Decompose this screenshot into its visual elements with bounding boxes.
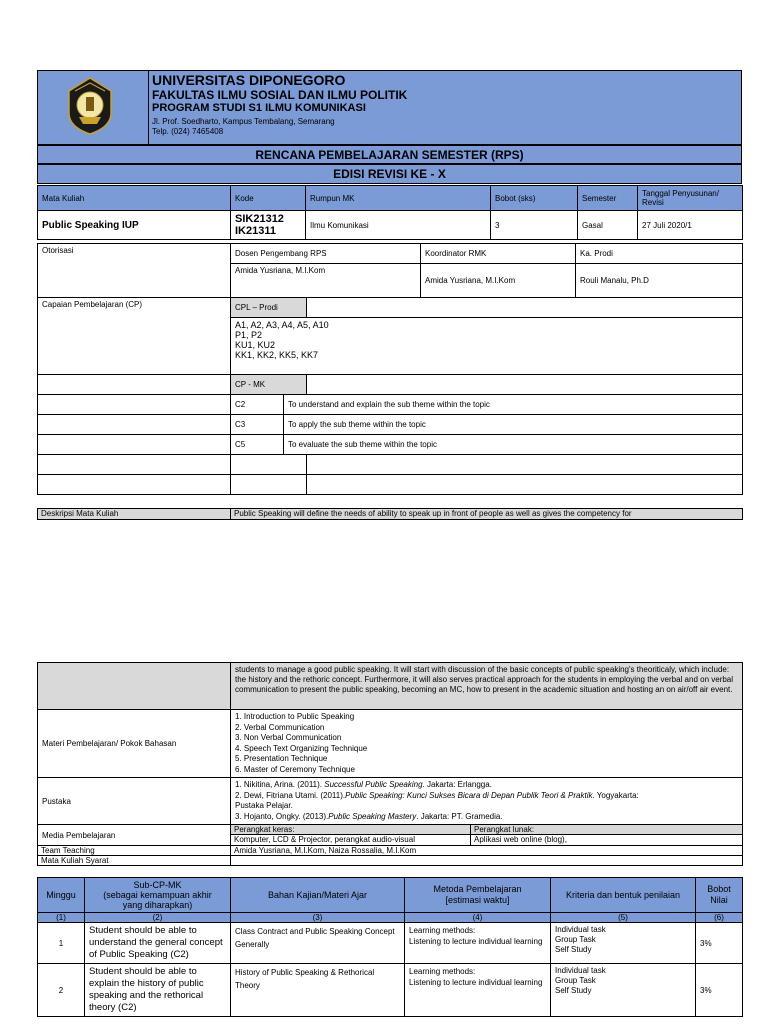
cpl-blank [307, 298, 743, 318]
col-number: (3) [231, 913, 405, 923]
header-bahan: Bahan Kajian/Materi Ajar [231, 878, 405, 913]
materi-label: Materi Pembelajaran/ Pokok Bahasan [38, 710, 231, 778]
kriteria [551, 923, 696, 964]
bobot-nilai: 3% [696, 964, 743, 1017]
cpl-prodi-label: CPL – Prodi [231, 298, 307, 318]
metoda-line: Learning methods: [409, 926, 476, 935]
course-bobot: 3 [491, 211, 578, 240]
address-text: Jl. Prof. Soedharto, Kampus Tembalang, Semarang [152, 117, 335, 126]
header-metoda-line: [estimasi waktu] [445, 895, 510, 905]
university-header [37, 70, 742, 145]
dosen-header: Dosen Pengembang RPS [231, 244, 421, 264]
syarat-label: Mata Kuliah Syarat [38, 856, 231, 866]
kriteria-line: Individual task [555, 966, 606, 975]
pustaka-item-1: 1. Nikitina, Arina. (2011). Successful Public Speaking. Jakarta: Erlangga. [235, 780, 492, 789]
deskripsi-table-top [37, 508, 743, 520]
col-number: (5) [551, 913, 696, 923]
metoda [405, 964, 551, 1017]
course-name: Public Speaking IUP [38, 211, 231, 240]
course-tanggal: 27 Juli 2020/1 [638, 211, 743, 240]
details-table [37, 662, 743, 866]
cp-row-blank [38, 415, 231, 435]
kriteria-line: Self Study [555, 945, 592, 954]
deskripsi-line1: Public Speaking will define the needs of ability to speak up in front of people as well as gives the competency for [231, 509, 743, 520]
dosen-value: Amida Yusriana, M.I.Kom [231, 264, 421, 298]
cp-row-blank [231, 455, 307, 475]
cpl-line: P1, P2 [235, 330, 263, 340]
hardware-label: Perangkat keras: [231, 825, 471, 835]
materi-item: 3. Non Verbal Communication [235, 733, 342, 742]
week-number: 1 [38, 923, 85, 964]
header-semester: Semester [578, 186, 638, 211]
cpmk-label: CP - MK [231, 375, 307, 395]
cp-text: To evaluate the sub theme within the topic [284, 435, 743, 455]
document-title: RENCANA PEMBELAJARAN SEMESTER (RPS) [37, 145, 742, 164]
otorisasi-label: Otorisasi [38, 244, 231, 298]
col-number: (6) [696, 913, 743, 923]
header-minggu: Minggu [38, 878, 85, 913]
header-sub-line: yang diharapkan) [122, 900, 193, 910]
header-bobot: Bobot (sks) [491, 186, 578, 211]
col-number: (1) [38, 913, 85, 923]
cp-text: To apply the sub theme within the topic [284, 415, 743, 435]
kaprodi-value: Rouli Manalu, Ph.D [576, 264, 743, 298]
header-metoda-line: Metoda Pembelajaran [433, 884, 522, 894]
metoda-line: Learning methods: [409, 967, 476, 976]
cp-row-blank [38, 475, 231, 495]
metoda-line: Listening to lecture individual learning [409, 978, 543, 987]
course-code-1: SIK21312 [235, 213, 284, 225]
university-logo-icon [67, 77, 113, 135]
schedule-table [37, 877, 743, 1017]
week-number: 2 [38, 964, 85, 1017]
hardware-value: Komputer, LCD & Projector, perangkat audio-visual [231, 835, 471, 846]
kriteria-line: Group Task [555, 976, 596, 985]
pustaka-item-3: 3. Hojanto, Ongky. (2013).Public Speaking Mastery. Jakarta: PT. Gramedia. [235, 811, 503, 821]
media-label: Media Pembelajaran [38, 825, 231, 846]
course-code [231, 211, 306, 240]
kriteria-line: Individual task [555, 925, 606, 934]
cp-code: C3 [231, 415, 284, 435]
team-teaching-value: Amida Yusriana, M.I.Kom, Naiza Rossalia, M.I.Kom [231, 846, 743, 856]
cp-row-blank [38, 455, 231, 475]
cp-row-blank [231, 475, 307, 495]
koordinator-value: Amida Yusriana, M.I.Kom [421, 264, 576, 298]
pustaka-item-2-cont: Pustaka Pelajar. [235, 801, 293, 810]
syarat-value [231, 856, 743, 866]
header-kode: Kode [231, 186, 306, 211]
cp-row-blank [38, 395, 231, 415]
cpl-line: KU1, KU2 [235, 340, 276, 350]
cpmk-blank-left [38, 375, 231, 395]
bahan-kajian: Class Contract and Public Speaking Concept Generally [231, 923, 405, 964]
cp-code: C2 [231, 395, 284, 415]
materi-item: 1. Introduction to Public Speaking [235, 712, 355, 721]
capaian-label: Capaian Pembelajaran (CP) [38, 298, 231, 375]
header-kriteria: Kriteria dan bentuk penilaian [551, 878, 696, 913]
header-sub-cpmk [85, 878, 231, 913]
phone-text: Telp. (024) 7465408 [152, 127, 224, 136]
materi-item: 2. Verbal Communication [235, 722, 325, 732]
course-rumpun: Ilmu Komunikasi [306, 211, 491, 240]
software-value: Aplikasi web online (blog), [471, 835, 743, 846]
kaprodi-header: Ka. Prodi [576, 244, 743, 264]
capaian-table [37, 297, 743, 495]
university-name: UNIVERSITAS DIPONEGORO [152, 72, 346, 88]
cp-code: C5 [231, 435, 284, 455]
team-teaching-label: Team Teaching [38, 846, 231, 856]
cpl-list [231, 318, 743, 375]
header-bobot-line: Nilai [710, 895, 728, 905]
metoda [405, 923, 551, 964]
pustaka-item-2: 2. Dewi, Fitriana Utami. (2011).Public Speaking: Kunci Sukses Bicara di Depan Publik Teori & Praktik. Yogyakarta: [235, 790, 639, 800]
course-code-2: IK21311 [235, 225, 276, 237]
course-info-table [37, 185, 743, 240]
bobot-nilai: 3% [696, 923, 743, 964]
deskripsi-continued: students to manage a good public speaking. It will start with discussion of the basic concepts of public speaking's theoriticaly, which include: the history and the rethoric concept. Furthermore, it will also serves practical approach for the students in employing the verbal and on verbal communication to present the public speaking, becoming an MC, how to present in the academic situation and hosting an on air/off air event. [231, 663, 743, 710]
materi-item: 5. Presentation Technique [235, 754, 328, 763]
koordinator-header: Koordinator RMK [421, 244, 576, 264]
deskripsi-cont-left [38, 663, 231, 710]
edition-title: EDISI REVISI KE - X [37, 164, 742, 184]
col-number: (4) [405, 913, 551, 923]
cpmk-blank [307, 375, 743, 395]
kriteria [551, 964, 696, 1017]
materi-item: 4. Speech Text Organizing Technique [235, 743, 368, 753]
header-mata-kuliah: Mata Kuliah [38, 186, 231, 211]
metoda-line: Listening to lecture individual learning [409, 937, 543, 946]
header-sub-line: (sebagai kemampuan akhir [103, 890, 212, 900]
header-metoda [405, 878, 551, 913]
header-rumpun: Rumpun MK [306, 186, 491, 211]
header-bobot-nilai [696, 878, 743, 913]
cp-row-blank [38, 435, 231, 455]
faculty-name: FAKULTAS ILMU SOSIAL DAN ILMU POLITIK [152, 88, 408, 102]
otorisasi-table [37, 243, 743, 298]
cp-row-blank [307, 475, 743, 495]
sub-cpmk: Student should be able to explain the history of public speaking and the rethorical theory (C2) [85, 964, 231, 1017]
address-block [152, 117, 335, 137]
kriteria-line: Group Task [555, 935, 596, 944]
cpl-line: A1, A2, A3, A4, A5, A10 [235, 320, 329, 330]
kriteria-line: Self Study [555, 986, 592, 995]
sub-cpmk: Student should be able to understand the general concept of Public Speaking (C2) [85, 923, 231, 964]
cpl-line: KK1, KK2, KK5, KK7 [235, 350, 319, 360]
logo-cell [38, 71, 149, 144]
program-name: PROGRAM STUDI S1 ILMU KOMUNIKASI [152, 102, 366, 114]
col-number: (2) [85, 913, 231, 923]
pustaka-label: Pustaka [38, 778, 231, 825]
materi-item: 6. Master of Ceremony Technique [235, 764, 355, 774]
software-label: Perangkat lunak: [471, 825, 743, 835]
bahan-kajian: History of Public Speaking & Rethorical Theory [231, 964, 405, 1017]
cp-row-blank [307, 455, 743, 475]
cp-text: To understand and explain the sub theme within the topic [284, 395, 743, 415]
pustaka-list [231, 778, 743, 825]
header-bobot-line: Bobot [707, 884, 731, 894]
deskripsi-label: Deskripsi Mata Kuliah [38, 509, 231, 520]
materi-list [231, 710, 743, 778]
header-sub-line: Sub-CP-MK [133, 880, 182, 890]
course-semester: Gasal [578, 211, 638, 240]
header-tanggal: Tanggal Penyusunan/ Revisi [638, 186, 743, 211]
